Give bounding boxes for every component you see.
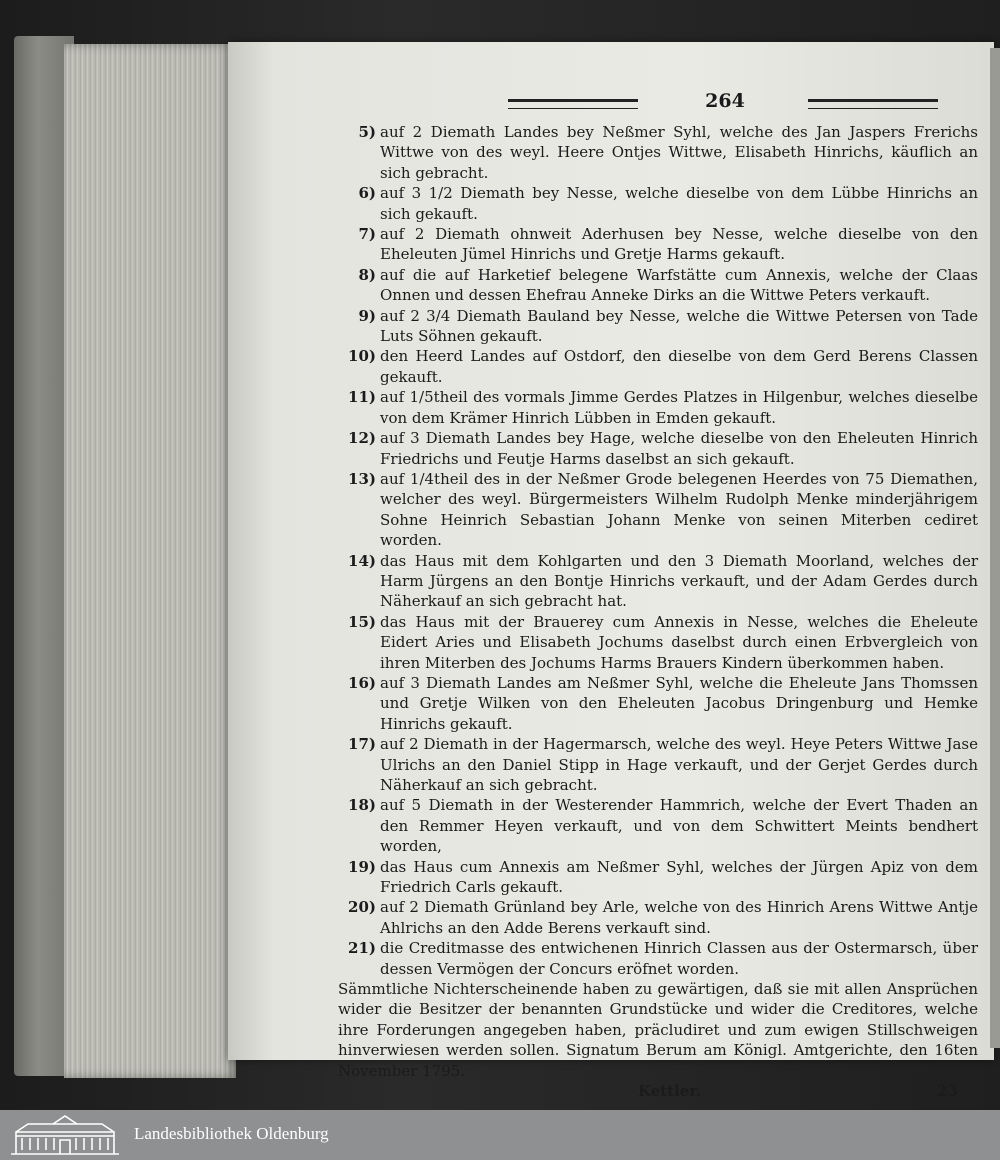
- entry-text: auf 2 Diemath Grünland bey Arle, welche von des Hinrich Arens Wittwe Antje Ahlrichs an den Adde Berens verkauft sind.: [380, 898, 978, 937]
- entry-number: 16): [348, 673, 376, 692]
- entry-list: [338, 122, 978, 979]
- list-item: [338, 469, 978, 551]
- entry-number: 14): [348, 551, 376, 570]
- entry-number: 17): [348, 735, 376, 754]
- entry-number: 9): [358, 306, 376, 325]
- entry-text: auf 2 Diemath in der Hagermarsch, welche des weyl. Heye Peters Wittwe Jase Ulrichs an den Daniel Stipp in Hage verkauft, und der Gerjet Gerdes durch Näherkauf an sich gebracht.: [380, 735, 978, 794]
- list-item: [338, 183, 978, 224]
- list-item: [338, 306, 978, 347]
- list-item: [338, 346, 978, 387]
- signature-row: [338, 1081, 978, 1103]
- signature: Kettler.: [638, 1082, 702, 1101]
- list-item: [338, 795, 978, 856]
- list-item: [338, 122, 978, 183]
- list-item: [338, 938, 978, 979]
- entry-number: 11): [348, 388, 376, 407]
- entry-text: den Heerd Landes auf Ostdorf, den dieselbe von dem Gerd Berens Classen gekauft.: [380, 347, 978, 386]
- entry-text: das Haus mit der Brauerey cum Annexis in Nesse, welches die Eheleute Eidert Aries und Elisabeth Jochums daselbst durch einen Erbvergleich von ihren Miterben des Jochums Harms Brauers Kindern überkommen haben.: [380, 612, 978, 672]
- entry-text: auf 2 Diemath ohnweit Aderhusen bey Nesse, welche dieselbe von den Eheleuten Jümel Hinrichs und Gretje Harms gekauft.: [380, 225, 978, 264]
- entry-text: die Creditmasse des entwichenen Hinrich Classen aus der Ostermarsch, über dessen Vermögen der Concurs eröfnet worden.: [380, 939, 978, 978]
- list-item: [338, 551, 978, 612]
- header-rule-right: [808, 99, 938, 109]
- library-name: Landesbibliothek Oldenburg: [134, 1124, 329, 1143]
- entry-number: 19): [348, 857, 376, 876]
- list-item: [338, 897, 978, 938]
- footer-bar: [0, 1110, 1000, 1160]
- page-block-edges: [64, 44, 236, 1078]
- list-item: [338, 612, 978, 673]
- entry-number: 6): [358, 184, 376, 203]
- entry-text: auf 5 Diemath in der Westerender Hammrich, welche der Evert Thaden an den Remmer Heyen verkauft, und von dem Schwittert Meints bendhert worden,: [380, 796, 978, 856]
- entry-number: 18): [348, 796, 376, 815]
- page-text: [338, 122, 978, 1103]
- closing-paragraph: Sämmtliche Nichterscheinende haben zu gewärtigen, daß sie mit allen Ansprüchen wider die Besitzer der benannten Grundstücke und wider die Creditores, welche ihre Forderungen angegeben haben, präcludiret und zum ewigen Stillschweigen hinverwiesen werden sollen. Signatum Berum am Königl. Amtgerichte, den 16ten November 1795.: [338, 980, 978, 1080]
- entry-text: auf 1/4theil des in der Neßmer Grode belegenen Heerdes von 75 Diemathen, welcher des weyl. Bürgermeisters Wilhelm Rudolph Menke minderjährigem Sohne Heinrich Sebastian Johann Menke von seinen Miterben cediret worden.: [380, 469, 978, 550]
- list-item: [338, 428, 978, 469]
- list-item: [338, 734, 978, 795]
- list-item: [338, 265, 978, 306]
- library-building-icon: [8, 1114, 122, 1156]
- entry-number: 8): [358, 265, 376, 284]
- catchword: 23: [937, 1082, 958, 1101]
- entry-text: auf 3 Diemath Landes bey Hage, welche dieselbe von den Eheleuten Hinrich Friedrichs und Feutje Harms daselbst an sich gekauft.: [380, 429, 978, 468]
- entry-text: das Haus mit dem Kohlgarten und den 3 Diemath Moorland, welches der Harm Jürgens an den Bontje Hinrichs verkauft, und der Adam Gerdes durch Näherkauf an sich gebracht hat.: [380, 551, 978, 611]
- entry-text: auf 2 Diemath Landes bey Neßmer Syhl, welche des Jan Jaspers Frerichs Wittwe von des weyl. Heere Ontjes Wittwe, Elisabeth Hinrichs, käuflich an sich gebracht.: [380, 123, 978, 182]
- page-header: [508, 90, 968, 114]
- next-page-edge: [990, 48, 1000, 1048]
- entry-number: 13): [348, 469, 376, 488]
- list-item: [338, 224, 978, 265]
- entry-text: auf die auf Harketief belegene Warfstätte cum Annexis, welche der Claas Onnen und dessen Ehefrau Anneke Dirks an die Wittwe Peters verkauft.: [380, 265, 978, 305]
- list-item: [338, 673, 978, 734]
- entry-text: das Haus cum Annexis am Neßmer Syhl, welches der Jürgen Apiz von dem Friedrich Carls gekauft.: [380, 857, 978, 897]
- entry-text: auf 2 3/4 Diemath Bauland bey Nesse, welche die Wittwe Petersen von Tade Luts Söhnen gekauft.: [380, 306, 978, 346]
- book-page: [228, 42, 994, 1101]
- entry-text: auf 1/5theil des vormals Jimme Gerdes Platzes in Hilgenbur, welches dieselbe von dem Krämer Hinrich Lübben in Emden gekauft.: [380, 388, 978, 427]
- entry-text: auf 3 1/2 Diemath bey Nesse, welche dieselbe von dem Lübbe Hinrichs an sich gekauft.: [380, 184, 978, 223]
- entry-number: 5): [358, 123, 376, 141]
- entry-number: 12): [348, 429, 376, 448]
- entry-number: 15): [348, 612, 376, 631]
- list-item: [338, 387, 978, 428]
- entry-number: 10): [348, 347, 376, 366]
- entry-number: 20): [348, 898, 376, 917]
- page-number: 264: [705, 90, 745, 112]
- header-rule-left: [508, 99, 638, 109]
- entry-number: 21): [348, 939, 376, 958]
- list-item: [338, 857, 978, 898]
- entry-number: 7): [358, 225, 376, 244]
- entry-text: auf 3 Diemath Landes am Neßmer Syhl, welche die Eheleute Jans Thomssen und Gretje Wilken von den Eheleuten Jacobus Dringenburg und Hemke Hinrichs gekauft.: [380, 673, 978, 733]
